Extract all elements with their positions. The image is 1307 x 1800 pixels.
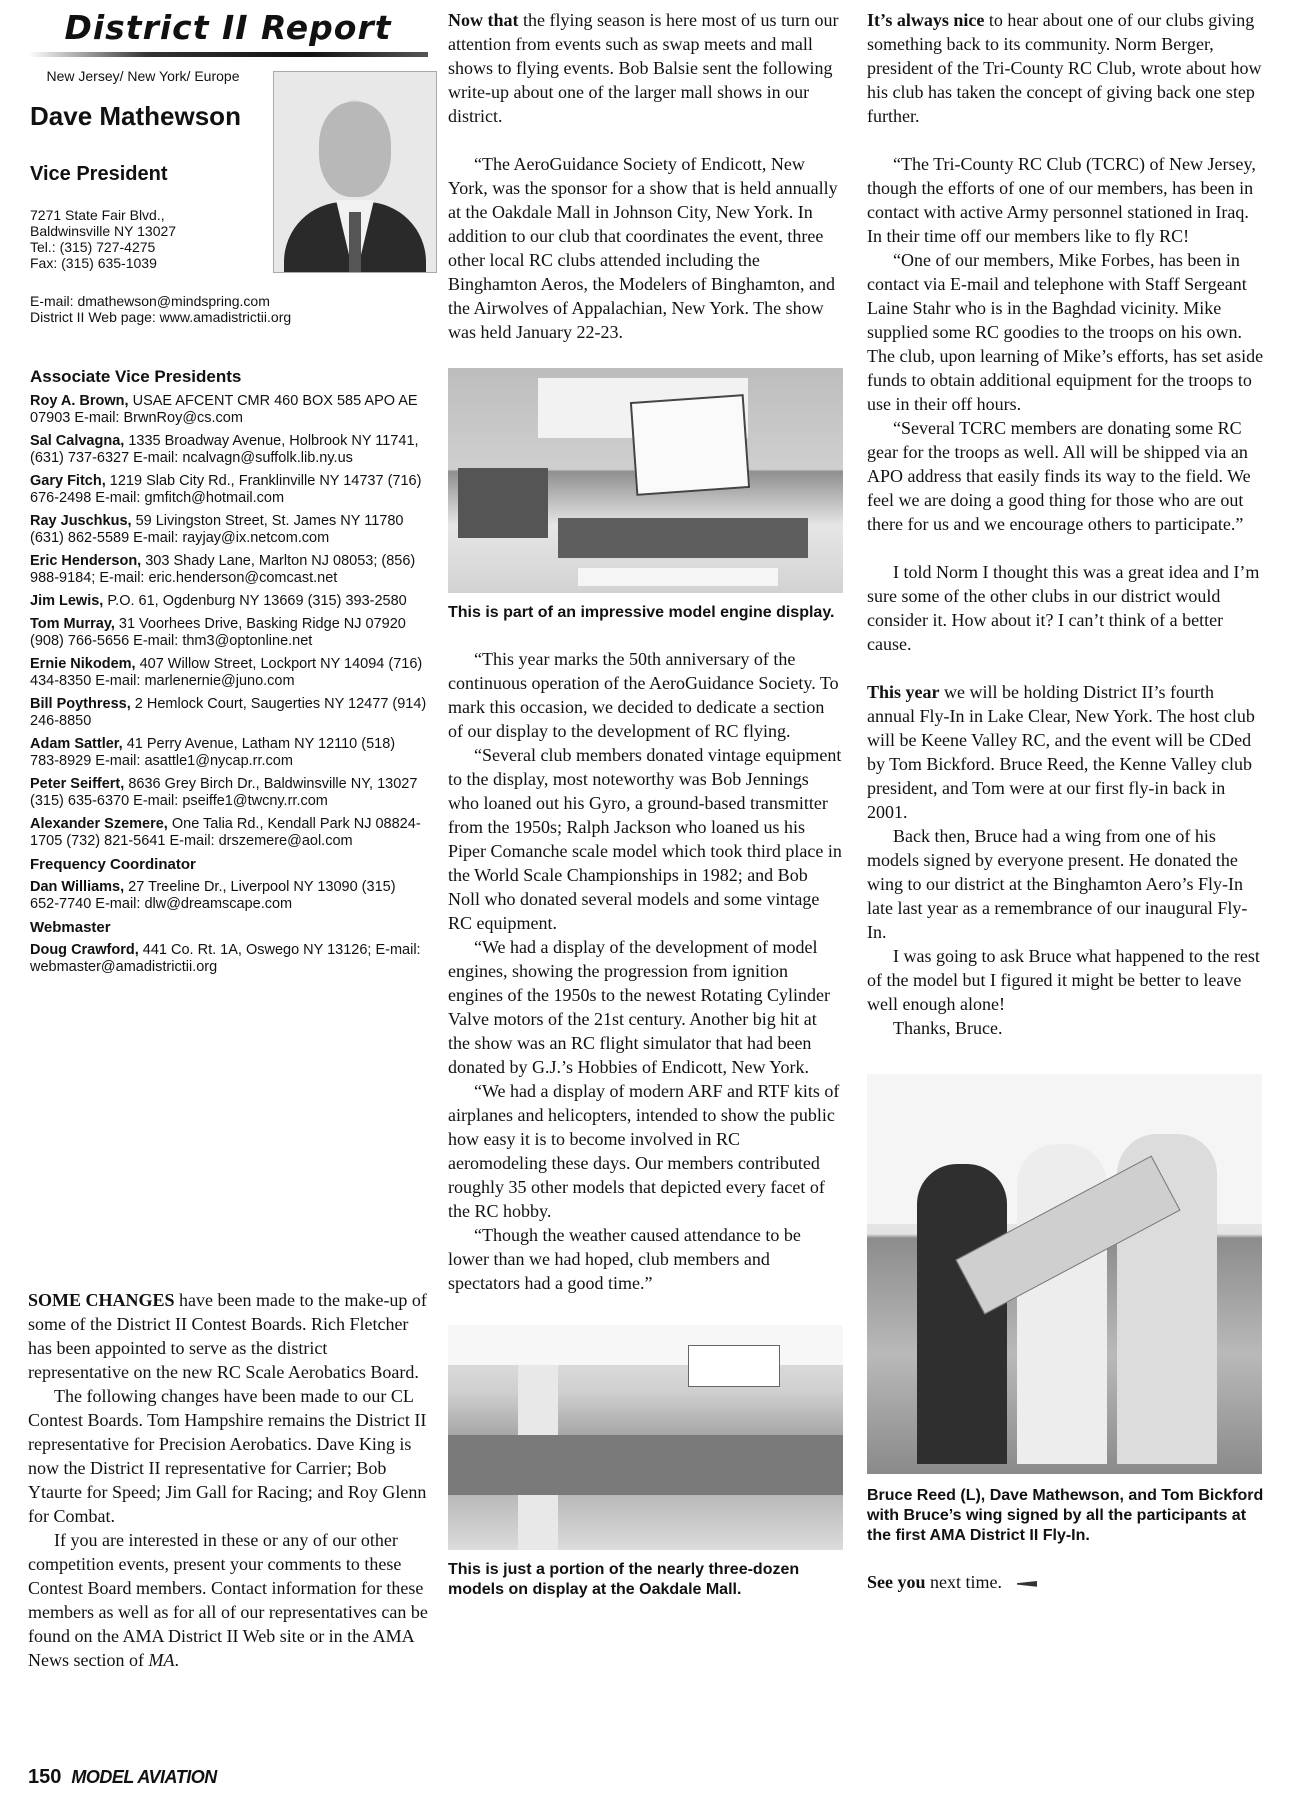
entry-details: 27 Treeline Dr., Liverpool NY 13090 (315) 652-7740 E-mail: dlw@dreamscape.com	[30, 879, 396, 912]
entry-details: 8636 Grey Birch Dr., Baldwinsville NY, 13027 (315) 635-6370 E-mail: pseiffe1@twcny.rr.com	[30, 776, 418, 809]
page-number: 150	[28, 1766, 62, 1788]
closing	[867, 1570, 1265, 1594]
paragraph: “The Tri-County RC Club (TCRC) of New Jersey, though the efforts of one of our members, has been in contact with active Army personnel stationed in Iraq. In their time off our members like to fly RC!	[867, 154, 1256, 246]
webmaster-entry	[30, 942, 428, 976]
page-footer	[28, 1766, 217, 1789]
entry-details: One Talia Rd., Kendall Park NJ 08824-1705 (732) 821-5641 E-mail: drszemere@aol.com	[30, 816, 421, 849]
vp-email: E-mail: dmathewson@mindspring.com	[30, 293, 270, 309]
vp-title: Vice President	[30, 163, 168, 185]
associate-entry	[30, 393, 428, 427]
paragraph: The following changes have been made to our CL Contest Boards. Tom Hampshire remains the District II representative for Precision Aerobatics. Dave King is now the District II representative for Carrier; Bob Ytaurte for Speed; Jim Gall for Racing; and Roy Glenn for Combat.	[28, 1386, 427, 1526]
vp-portrait-photo	[273, 71, 437, 273]
entry-details: 1219 Slab City Rd., Franklinville NY 14737 (716) 676-2498 E-mail: gmfitch@hotmail.com	[30, 473, 422, 506]
vp-contact	[30, 293, 291, 325]
entry-name: Sal Calvagna,	[30, 433, 125, 449]
paragraph	[448, 8, 843, 128]
portrait-tie	[349, 212, 361, 272]
lead-in: It’s always nice	[867, 10, 985, 30]
mall-display-photo	[448, 1325, 843, 1550]
trio-with-wing-photo	[867, 1074, 1262, 1474]
vp-header	[28, 57, 428, 357]
address-line-2: Baldwinsville NY 13027	[30, 223, 177, 239]
paragraph	[28, 1528, 428, 1672]
paragraph-text: the flying season is here most of us turn our attention from events such as swap meets and mall shows to flying events. Bob Balsie sent the following write-up about one of the larger mall shows in our district.	[448, 10, 839, 126]
paragraph	[867, 8, 1265, 128]
photo-person-left-shape	[917, 1164, 1007, 1464]
entry-details: 441 Co. Rt. 1A, Oswego NY 13126; E-mail: webmaster@amadistrictii.org	[30, 942, 421, 975]
associate-entry	[30, 513, 428, 547]
associates-list	[28, 393, 428, 850]
frequency-heading: Frequency Coordinator	[30, 856, 196, 873]
vp-address	[30, 207, 176, 271]
paragraph: “Several club members donated vintage equipment to the display, most noteworthy was Bob Jennings who loaned out his Gyro, a ground-based transmitter from the 1950s; Ralph Jackson who loaned us his Piper Comanche scale model which took third place in the World Scale Championships in 1982; and Bob Noll who donated several models and some vintage RC equipment.	[448, 745, 842, 933]
address-line-1: 7271 State Fair Blvd.,	[30, 207, 165, 223]
portrait-head	[319, 102, 391, 197]
mall-display-caption: This is just a portion of the nearly three-dozen models on display at the Oakdale Mall.	[448, 1561, 800, 1598]
paragraph: “We had a display of modern ARF and RTF kits of airplanes and helicopters, intended to show the public how easy it is to become involved in RC aeromodeling these days. Our members contributed roughly 35 other models that depicted every facet of the RC hobby.	[448, 1081, 840, 1221]
paragraph-text: If you are interested in these or any of our other competition events, present your comments to these Contest Board members. Contact information for these members as well as for all of our representatives can be found on the AMA District II Web site or in the AMA News section of	[28, 1530, 428, 1670]
lead-in: This year	[867, 682, 940, 702]
paragraph: “This year marks the 50th anniversary of the continuous operation of the AeroGuidance Society. To mark this occasion, we decided to dedicate a section of our display to the development of RC flying.	[448, 649, 839, 741]
photo-cards-shape	[578, 568, 778, 586]
photo-sign-shape	[630, 394, 750, 496]
paragraph-text: to hear about one of our clubs giving something back to its community. Norm Berger, president of the Tri-County RC Club, wrote about how his club has taken the concept of giving back one step further.	[867, 10, 1262, 126]
magazine-name: MODEL AVIATION	[71, 1767, 217, 1787]
entry-details: 407 Willow Street, Lockport NY 14094 (716) 434-8350 E-mail: marlenernie@juno.com	[30, 656, 423, 689]
entry-name: Eric Henderson,	[30, 553, 142, 569]
photo-models-shape	[448, 1435, 843, 1495]
ama-wings-icon	[1010, 1578, 1044, 1590]
associates-heading: Associate Vice Presidents	[30, 367, 242, 386]
region-label: New Jersey/ New York/ Europe	[46, 68, 240, 84]
entry-details: 31 Voorhees Drive, Basking Ridge NJ 07920 (908) 766-5656 E-mail: thm3@optonline.net	[30, 616, 406, 649]
paragraph-text: .	[174, 1650, 179, 1670]
paragraph: “One of our members, Mike Forbes, has been in contact via E-mail and telephone with Staff Sergeant Laine Stahr who is in the Baghdad vicinity. Mike supplied some RC goodies to the troops on his own. The club, upon learning of Mike’s efforts, has set aside funds to obtain additional equipment for the troops to use in their off hours.	[867, 250, 1264, 414]
associate-entry	[30, 696, 428, 730]
paragraph: Thanks, Bruce.	[893, 1018, 1003, 1038]
entry-name: Jim Lewis,	[30, 593, 104, 609]
paragraph: “The AeroGuidance Society of Endicott, New York, was the sponsor for a show that is held annually at the Oakdale Mall in Johnson City, New York. In addition to our club that coordinates the event, three other local RC clubs attended including the Binghamton Aeros, the Modelers of Binghamton, and the Airwolves of Appalachian, New York. The show was held January 22-23.	[448, 154, 838, 342]
associate-entry	[30, 433, 428, 467]
lead-in: Now that	[448, 10, 519, 30]
entry-details: 303 Shady Lane, Marlton NJ 08053; (856) 988-9184; E-mail: eric.henderson@comcast.net	[30, 553, 416, 586]
vp-web: District II Web page: www.amadistrictii.org	[30, 309, 292, 325]
contact-column	[28, 8, 428, 982]
paragraph: “Several TCRC members are donating some RC gear for the troops as well. All will be shipped via an APO address that easily finds its way to the field. We feel we are doing a good thing for those who are out there for us and we encourage others to participate.”	[867, 418, 1251, 534]
paragraph-text: next time.	[925, 1572, 1002, 1592]
entry-name: Ray Juschkus,	[30, 513, 132, 529]
entry-name: Dan Williams,	[30, 879, 125, 895]
vp-name: Dave Mathewson	[30, 101, 241, 131]
mall-show-column	[448, 8, 843, 1600]
associate-entry	[30, 593, 428, 610]
engine-display-caption: This is part of an impressive model engine display.	[448, 604, 835, 621]
ma-abbrev: MA	[148, 1650, 175, 1670]
associate-entry	[30, 736, 428, 770]
entry-details: P.O. 61, Ogdenburg NY 13669 (315) 393-2580	[103, 593, 407, 609]
frequency-entry	[30, 879, 428, 913]
entry-name: Adam Sattler,	[30, 736, 123, 752]
photo-ceiling-shape	[448, 1325, 843, 1365]
entry-details: USAE AFCENT CMR 460 BOX 585 APO AE 07903 E-mail: BrwnRoy@cs.com	[30, 393, 418, 426]
associate-entry	[30, 616, 428, 650]
entry-details: 41 Perry Avenue, Latham NY 12110 (518) 783-8929 E-mail: asattle1@nycap.rr.com	[30, 736, 396, 769]
report-title: District II Report	[64, 8, 392, 47]
trio-caption: Bruce Reed (L), Dave Mathewson, and Tom Bickford with Bruce’s wing signed by all the participants at the first AMA District II Fly-In.	[867, 1487, 1264, 1544]
paragraph: Back then, Bruce had a wing from one of his models signed by everyone present. He donated the wing to our district at the Binghamton Aero’s Fly-In late last year as a remembrance of our inaugural Fly-In.	[867, 826, 1248, 942]
paragraph: I told Norm I thought this was a great idea and I’m sure some of the other clubs in our district would consider it. How about it? I can’t think of a better cause.	[867, 562, 1260, 654]
giving-back-column	[867, 8, 1265, 1594]
paragraph-text: we will be holding District II’s fourth annual Fly-In in Lake Clear, New York. The host club will be Keene Valley RC, and the event will be CDed by Tom Bickford. Bruce Reed, the Kenne Valley club president, and Tom were at our first fly-in back in 2001.	[867, 682, 1255, 822]
paragraph	[28, 1288, 428, 1384]
lead-in: SOME CHANGES	[28, 1290, 175, 1310]
entry-name: Ernie Nikodem,	[30, 656, 136, 672]
engine-display-photo	[448, 368, 843, 593]
paragraph: I was going to ask Bruce what happened to the rest of the model but I figured it might be better to leave well enough alone!	[867, 946, 1260, 1014]
associate-entry	[30, 656, 428, 690]
vp-fax: Fax: (315) 635-1039	[30, 255, 157, 271]
paragraph: “Though the weather caused attendance to be lower than we had hoped, club members and spectators had a good time.”	[448, 1225, 801, 1293]
entry-name: Peter Seiffert,	[30, 776, 125, 792]
entry-details: 1335 Broadway Avenue, Holbrook NY 11741, (631) 737-6327 E-mail: ncalvagn@suffolk.lib.ny.us	[30, 433, 419, 466]
photo-engines-shape	[558, 518, 808, 558]
webmaster-heading: Webmaster	[30, 919, 111, 936]
contest-boards-article	[28, 1288, 428, 1672]
photo-banner-shape	[688, 1345, 780, 1387]
associate-entry	[30, 473, 428, 507]
paragraph	[867, 680, 1265, 824]
entry-name: Tom Murray,	[30, 616, 115, 632]
lead-in: See you	[867, 1572, 926, 1592]
vp-tel: Tel.: (315) 727-4275	[30, 239, 156, 255]
photo-box-shape	[458, 468, 548, 538]
entry-details: 2 Hemlock Court, Saugerties NY 12477 (914) 246-8850	[30, 696, 427, 729]
paragraph-text: have been made to the make-up of some of the District II Contest Boards. Rich Fletcher has been appointed to serve as the district representative on the new RC Scale Aerobatics Board.	[28, 1290, 427, 1382]
paragraph: “We had a display of the development of model engines, showing the progression from ignition engines of the 1950s to the newest Rotating Cylinder Valve motors of the 21st century. Another big hit at the show was an RC flight simulator that had been donated by G.J.’s Hobbies of Endicott, New York.	[448, 937, 830, 1077]
entry-name: Alexander Szemere,	[30, 816, 168, 832]
entry-name: Bill Poythress,	[30, 696, 131, 712]
entry-name: Roy A. Brown,	[30, 393, 129, 409]
entry-name: Gary Fitch,	[30, 473, 106, 489]
associate-entry	[30, 776, 428, 810]
associate-entry	[30, 553, 428, 587]
associate-entry	[30, 816, 428, 850]
entry-name: Doug Crawford,	[30, 942, 139, 958]
entry-details: 59 Livingston Street, St. James NY 11780 (631) 862-5589 E-mail: rayjay@ix.netcom.com	[30, 513, 404, 546]
